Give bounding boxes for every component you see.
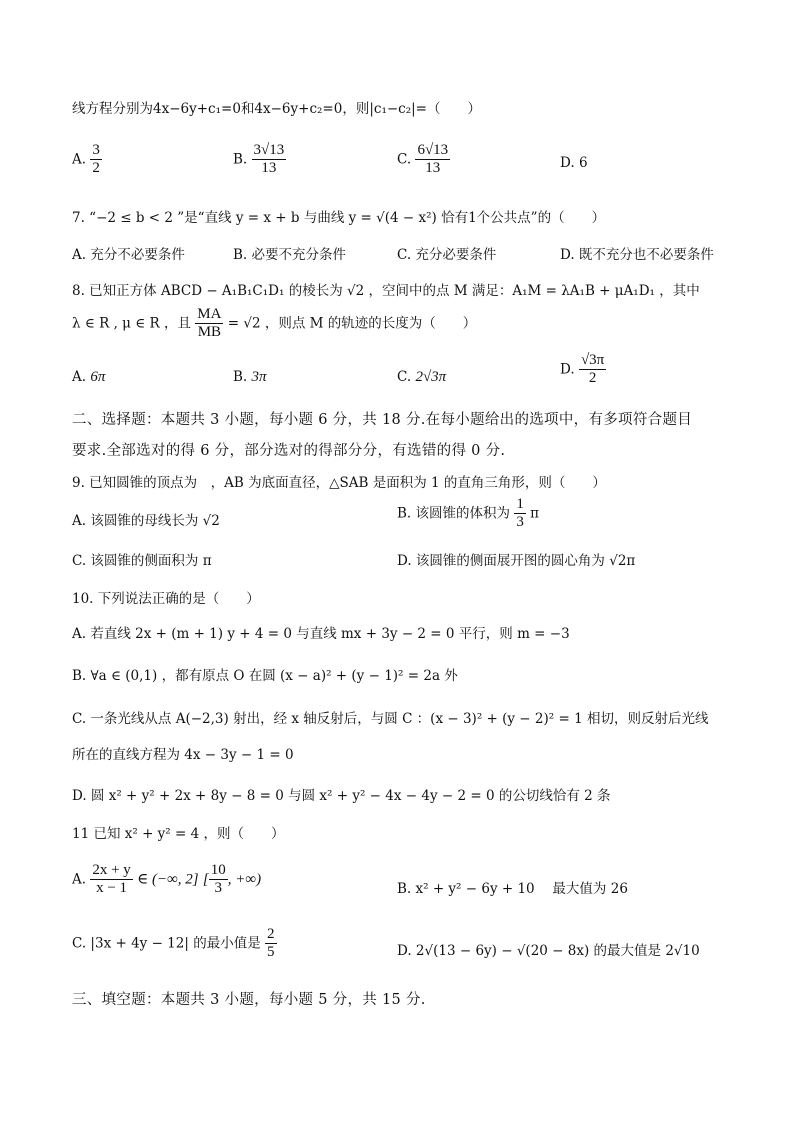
section2-heading-line2: 要求.全部选对的得 6 分，部分选对的得部分分，有选错的得 0 分.	[72, 443, 506, 459]
q8-stem-line1: 8. 已知正方体 ABCD − A₁B₁C₁D₁ 的棱长为 √2 ，空间中的点 M 满足：A₁M = λA₁B + μA₁D₁ ，其中	[72, 283, 700, 299]
q7-option-c: C. 充分必要条件	[397, 247, 497, 263]
q6-option-c: C. $\frac{6√13}{13}$	[397, 142, 449, 177]
q10-stem: 10. 下列说法正确的是（ ）	[72, 591, 260, 607]
q11-option-b: B. x² + y² − 6y + 10 最大值为 26	[397, 881, 628, 897]
q11-option-c-fraction: $\frac{2}{5}$	[267, 926, 275, 961]
q9-option-b-fraction: $\frac{1}{3}$	[516, 496, 524, 531]
q8-ratio-fraction: $\frac{MA}{MB}$	[197, 306, 222, 341]
q8-option-d-fraction: $\frac{√3\pi}{2}$	[580, 352, 605, 387]
q6-option-d: D. 6	[560, 155, 588, 171]
q8-option-d: D. $\frac{√3\pi}{2}$	[560, 352, 605, 387]
q11-option-a: A. $\frac{2x + y}{x - 1}$ ∈ (−∞, 2] [ $\frac{10}{3}$ , +∞)	[72, 862, 262, 897]
q11-option-a-fraction: $\frac{2x + y}{x - 1}$	[92, 862, 131, 897]
section3-heading: 三、填空题：本题共 3 小题，每小题 5 分，共 15 分.	[72, 992, 426, 1008]
q10-option-b: B. ∀a ∈ (0,1) ，都有原点 O 在圆 (x − a)² + (y − 1)² = 2a 外	[72, 668, 458, 684]
q7-option-a: A. 充分不必要条件	[72, 247, 185, 263]
q8-option-b: B. 3π	[233, 369, 267, 385]
q7-option-b: B. 必要不充分条件	[233, 247, 347, 263]
q6-option-a-fraction: $\frac{3}{2}$	[92, 142, 100, 177]
q11-stem: 11 已知 x² + y² = 4 ，则（ ）	[72, 826, 285, 842]
q6-option-c-fraction: $\frac{6√13}{13}$	[417, 142, 449, 177]
q10-option-d: D. 圆 x² + y² + 2x + 8y − 8 = 0 与圆 x² + y² − 4x − 4y − 2 = 0 的公切线恰有 2 条	[72, 788, 611, 804]
q7-stem: 7. “−2 ≤ b < 2 ”是“直线 y = x + b 与曲线 y = √(4 − x²) 恰有1个公共点”的（ ）	[72, 210, 606, 226]
q9-option-a: A. 该圆锥的母线长为 √2	[72, 513, 220, 529]
q8-option-c: C. 2√3π	[397, 369, 447, 385]
q6-stem: 线方程分别为4x−6y+c₁=0和4x−6y+c₂=0，则|c₁−c₂|=（ ）	[72, 101, 481, 117]
q9-option-c: C. 该圆锥的侧面积为 π	[72, 553, 212, 569]
q9-option-b: B. 该圆锥的体积为 $\frac{1}{3}$ π	[397, 496, 539, 531]
q11-option-c: C. |3x + 4y − 12| 的最小值是 $\frac{2}{5}$	[72, 926, 275, 961]
q11-option-a-bound-fraction: $\frac{10}{3}$	[210, 862, 226, 897]
q9-stem: 9. 已知圆锥的顶点为 ，AB 为底面直径，△SAB 是面积为 1 的直角三角形，则（ ）	[72, 475, 606, 491]
q10-option-c-line2: 所在的直线方程为 4x − 3y − 1 = 0	[72, 747, 294, 763]
q7-option-d: D. 既不充分也不必要条件	[560, 247, 714, 263]
q8-option-a: A. 6π	[72, 369, 106, 385]
q6-option-a: A. $\frac{3}{2}$	[72, 142, 100, 177]
section2-heading-line1: 二、选择题：本题共 3 小题，每小题 6 分，共 18 分.在每小题给出的选项中，有多项符合题目	[72, 412, 693, 428]
q6-option-b-fraction: $\frac{3√13}{13}$	[253, 142, 285, 177]
q11-option-d: D. 2√(13 − 6y) − √(20 − 8x) 的最大值是 2√10	[397, 943, 700, 959]
q6-option-b: B. $\frac{3√13}{13}$	[233, 142, 285, 177]
q10-option-a: A. 若直线 2x + (m + 1) y + 4 = 0 与直线 mx + 3y − 2 = 0 平行，则 m = −3	[72, 626, 570, 642]
q9-option-d: D. 该圆锥的侧面展开图的圆心角为 √2π	[397, 553, 636, 569]
q10-option-c-line1: C. 一条光线从点 A(−2,3) 射出，经 x 轴反射后，与圆 C ：(x − 3)² + (y − 2)² = 1 相切，则反射后光线	[72, 711, 709, 727]
q8-stem-line2: λ ∈ R , μ ∈ R ，且 $\frac{MA}{MB}$ = √2 ，则点 M 的轨迹的长度为（ ）	[72, 306, 477, 341]
